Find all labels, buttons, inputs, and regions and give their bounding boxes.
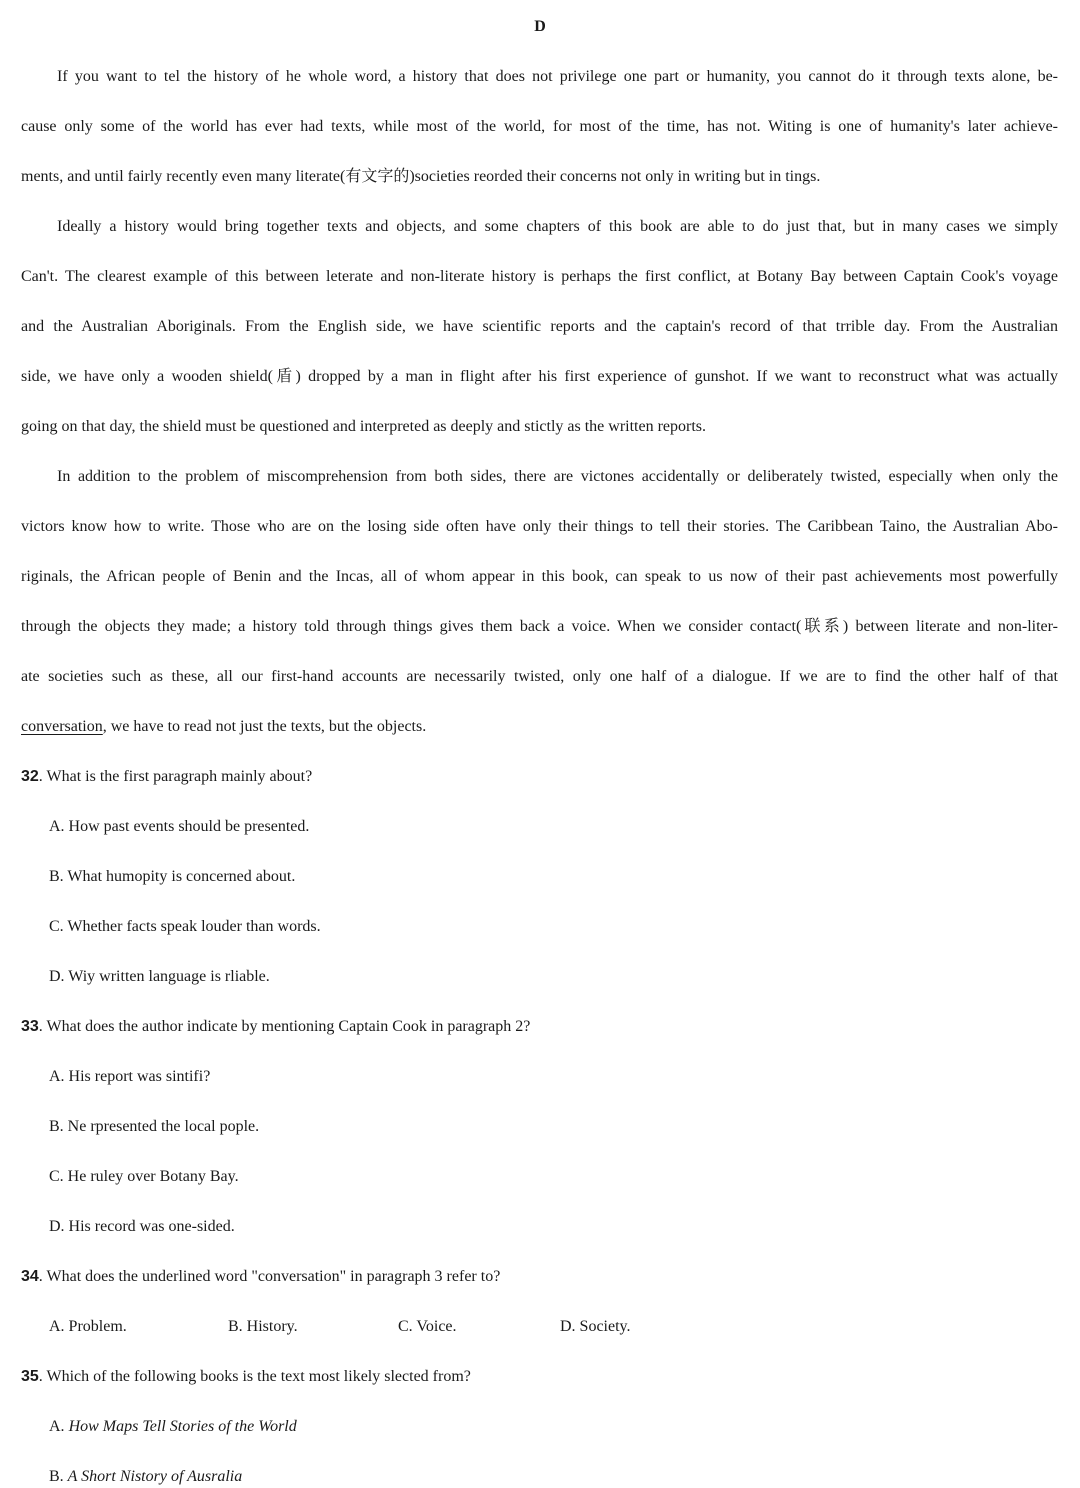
option-d[interactable]: D. Wiy written language is rliable.: [49, 968, 270, 985]
option-b[interactable]: [49, 1467, 242, 1487]
option-c[interactable]: C. Whether facts speak louder than words.: [49, 918, 321, 935]
option-d[interactable]: D. His record was one-sided.: [49, 1218, 235, 1235]
option-d[interactable]: D. Society.: [560, 1318, 631, 1335]
question-stem: [21, 1367, 1058, 1387]
option-c[interactable]: C. He ruley over Botany Bay.: [49, 1168, 239, 1185]
question-text: . What does the author indicate by mentioning Captain Cook in paragraph 2?: [38, 1018, 531, 1035]
passage-line: and the Australian Aboriginals. From the English side, we have scientific reports and the captain's record of that trrible day. From the Australian: [21, 318, 1058, 335]
underlined-word: conversation: [21, 718, 103, 735]
question-stem: [21, 1017, 1058, 1037]
question-text: . What does the underlined word "conversation" in paragraph 3 refer to?: [38, 1268, 501, 1285]
question-number: 35: [21, 1368, 39, 1385]
passage-line: ments, and until fairly recently even many literate(有文字的)societies reorded their concerns not only in writing but in tings.: [21, 168, 821, 185]
passage-line: [21, 717, 1058, 737]
option-b[interactable]: B. What humopity is concerned about.: [49, 868, 296, 885]
passage-line: ate societies such as these, all our first-hand accounts are necessarily twisted, only one half of a dialogue. If we are to find the other half of that: [21, 668, 1058, 685]
passage-line: through the objects they made; a history told through things gives them back a voice. When we consider contact(联系) between literate and non-liter-: [21, 618, 1058, 635]
question-number: 34: [21, 1268, 39, 1285]
option-c[interactable]: C. Voice.: [398, 1318, 457, 1335]
question-stem: [21, 1267, 1058, 1287]
question-number: 33: [21, 1018, 39, 1035]
option-a[interactable]: [49, 1417, 297, 1437]
question-text: . What is the first paragraph mainly about?: [38, 768, 313, 785]
passage-line: Can't. The clearest example of this between leterate and non-literate history is perhaps the first conflict, at Botany Bay between Captain Cook's voyage: [21, 268, 1058, 285]
passage-line: side, we have only a wooden shield(盾) dropped by a man in flight after his first experience of gunshot. If we want to reconstruct what was actually: [21, 368, 1058, 385]
passage-line: cause only some of the world has ever had texts, while most of the world, for most of the time, has not. Witing is one of humanity's later achieve-: [21, 118, 1058, 135]
question-text: . Which of the following books is the text most likely slected from?: [38, 1368, 471, 1385]
option-letter: B.: [49, 1468, 68, 1485]
book-title: A Short Nistory of Ausralia: [67, 1468, 243, 1485]
passage-line: victors know how to write. Those who are on the losing side often have only their things to tell their stories. The Caribbean Taino, the Australian Abo-: [21, 518, 1058, 535]
option-a[interactable]: A. Problem.: [49, 1318, 127, 1335]
option-letter: A.: [49, 1418, 69, 1435]
book-title: How Maps Tell Stories of the World: [68, 1418, 297, 1435]
question-stem: [21, 767, 1058, 787]
passage-line: In addition to the problem of miscomprehension from both sides, there are victones accidentally or deliberately twisted, especially when only the: [57, 468, 1058, 485]
option-a[interactable]: A. How past events should be presented.: [49, 818, 310, 835]
passage-line: riginals, the African people of Benin and the Incas, all of whom appear in this book, can speak to us now of their past achievements most powerfully: [21, 568, 1058, 585]
passage-line: going on that day, the shield must be questioned and interpreted as deeply and stictly as the written reports.: [21, 418, 707, 435]
passage-line: If you want to tel the history of he whole word, a history that does not privilege one part or humanity, you cannot do it through texts alone, be-: [57, 68, 1058, 85]
option-a[interactable]: A. His report was sintifi?: [49, 1068, 211, 1085]
section-heading: D: [534, 18, 546, 35]
question-number: 32: [21, 768, 39, 785]
option-b[interactable]: B. History.: [228, 1318, 298, 1335]
passage-text: , we have to read not just the texts, but the objects.: [102, 718, 427, 735]
option-b[interactable]: B. Ne rpresented the local pople.: [49, 1118, 260, 1135]
passage-line: Ideally a history would bring together texts and objects, and some chapters of this book are able to do just that, but in many cases we simply: [57, 218, 1058, 235]
